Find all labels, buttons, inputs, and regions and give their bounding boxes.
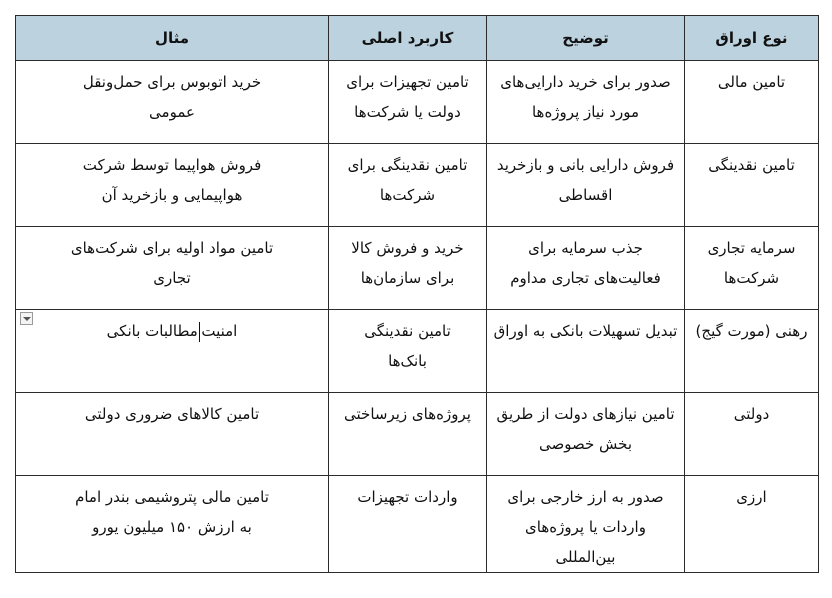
header-example: مثال: [16, 16, 329, 61]
cell-type[interactable]: [685, 310, 819, 393]
cell-example[interactable]: [16, 144, 329, 227]
securities-table: [15, 15, 819, 573]
cell-type[interactable]: [685, 144, 819, 227]
cell-text: صدور برای خرید دارایی‌های مورد نیاز پروژه‌ها: [500, 73, 671, 121]
cell-text: تامین نیازهای دولت از طریق بخش خصوصی: [496, 405, 675, 453]
table-row: [16, 393, 819, 476]
cell-text: تامین نقدینگی: [708, 156, 795, 174]
table-row: [16, 310, 819, 393]
cell-main-use[interactable]: [329, 476, 487, 573]
cell-description[interactable]: [487, 393, 685, 476]
cell-text: تامین نقدینگی برای شرکت‌ها: [347, 156, 468, 204]
cell-example[interactable]: [16, 393, 329, 476]
table-header-row: [16, 16, 819, 61]
cell-text: جذب سرمایه برای فعالیت‌های تجاری مداوم: [510, 239, 661, 287]
cell-text-part: امنیت: [201, 322, 238, 340]
cell-example[interactable]: [16, 61, 329, 144]
cell-type[interactable]: [685, 393, 819, 476]
cell-text: تامین تجهیزات برای دولت یا شرکت‌ها: [346, 73, 469, 121]
cell-main-use[interactable]: [329, 227, 487, 310]
cell-description[interactable]: [487, 476, 685, 573]
header-description: توضیح: [487, 16, 685, 61]
cell-text: سرمایه تجاری شرکت‌ها: [707, 239, 796, 287]
cell-main-use[interactable]: [329, 144, 487, 227]
cell-text-part: مطالبات بانکی: [106, 322, 198, 340]
cell-text: صدور به ارز خارجی برای واردات یا پروژه‌های بین‌المللی: [507, 488, 664, 566]
cell-main-use[interactable]: [329, 393, 487, 476]
cell-text: پروژه‌های زیرساختی: [344, 405, 471, 423]
cell-example[interactable]: [16, 227, 329, 310]
dropdown-arrow-icon[interactable]: [20, 312, 33, 325]
cell-text: فروش هواپیما توسط شرکت هواپیمایی و بازخرید آن: [82, 156, 262, 204]
cell-text: تامین مالی: [717, 73, 786, 91]
cell-text: تامین کالاهای ضروری دولتی: [84, 405, 260, 423]
cell-text: رهنی (مورت گیج): [695, 322, 808, 340]
cell-text: ارزی: [736, 488, 767, 506]
cell-example-active[interactable]: [16, 310, 329, 393]
cell-text: خرید اتوبوس برای حمل‌ونقل عمومی: [82, 73, 262, 121]
cell-type[interactable]: [685, 61, 819, 144]
cell-type[interactable]: [685, 476, 819, 573]
cell-description[interactable]: [487, 310, 685, 393]
cell-description[interactable]: [487, 61, 685, 144]
cell-text: تبدیل تسهیلات بانکی به اوراق: [493, 322, 678, 340]
cell-example[interactable]: [16, 476, 329, 573]
cell-text: تامین مواد اولیه برای شرکت‌های تجاری: [70, 239, 274, 287]
cell-text: خرید و فروش کالا برای سازمان‌ها: [351, 239, 464, 287]
cell-main-use[interactable]: [329, 61, 487, 144]
table-row: [16, 144, 819, 227]
table-row: [16, 476, 819, 573]
cell-text: دولتی: [733, 405, 770, 423]
cell-text: [22, 316, 322, 346]
cell-text: واردات تجهیزات: [357, 488, 458, 506]
cell-description[interactable]: [487, 144, 685, 227]
document-page: [15, 15, 818, 573]
header-main-use: کاربرد اصلی: [329, 16, 487, 61]
table-row: [16, 61, 819, 144]
cell-main-use[interactable]: [329, 310, 487, 393]
header-type: نوع اوراق: [685, 16, 819, 61]
cell-description[interactable]: [487, 227, 685, 310]
table-row: [16, 227, 819, 310]
cell-text: تامین نقدینگی بانک‌ها: [364, 322, 451, 370]
cell-type[interactable]: [685, 227, 819, 310]
cell-text: تامین مالی پتروشیمی بندر امام به ارزش ۱۵۰ میلیون یورو: [75, 488, 269, 536]
cell-text: فروش دارایی بانی و بازخرید اقساطی: [496, 156, 675, 204]
